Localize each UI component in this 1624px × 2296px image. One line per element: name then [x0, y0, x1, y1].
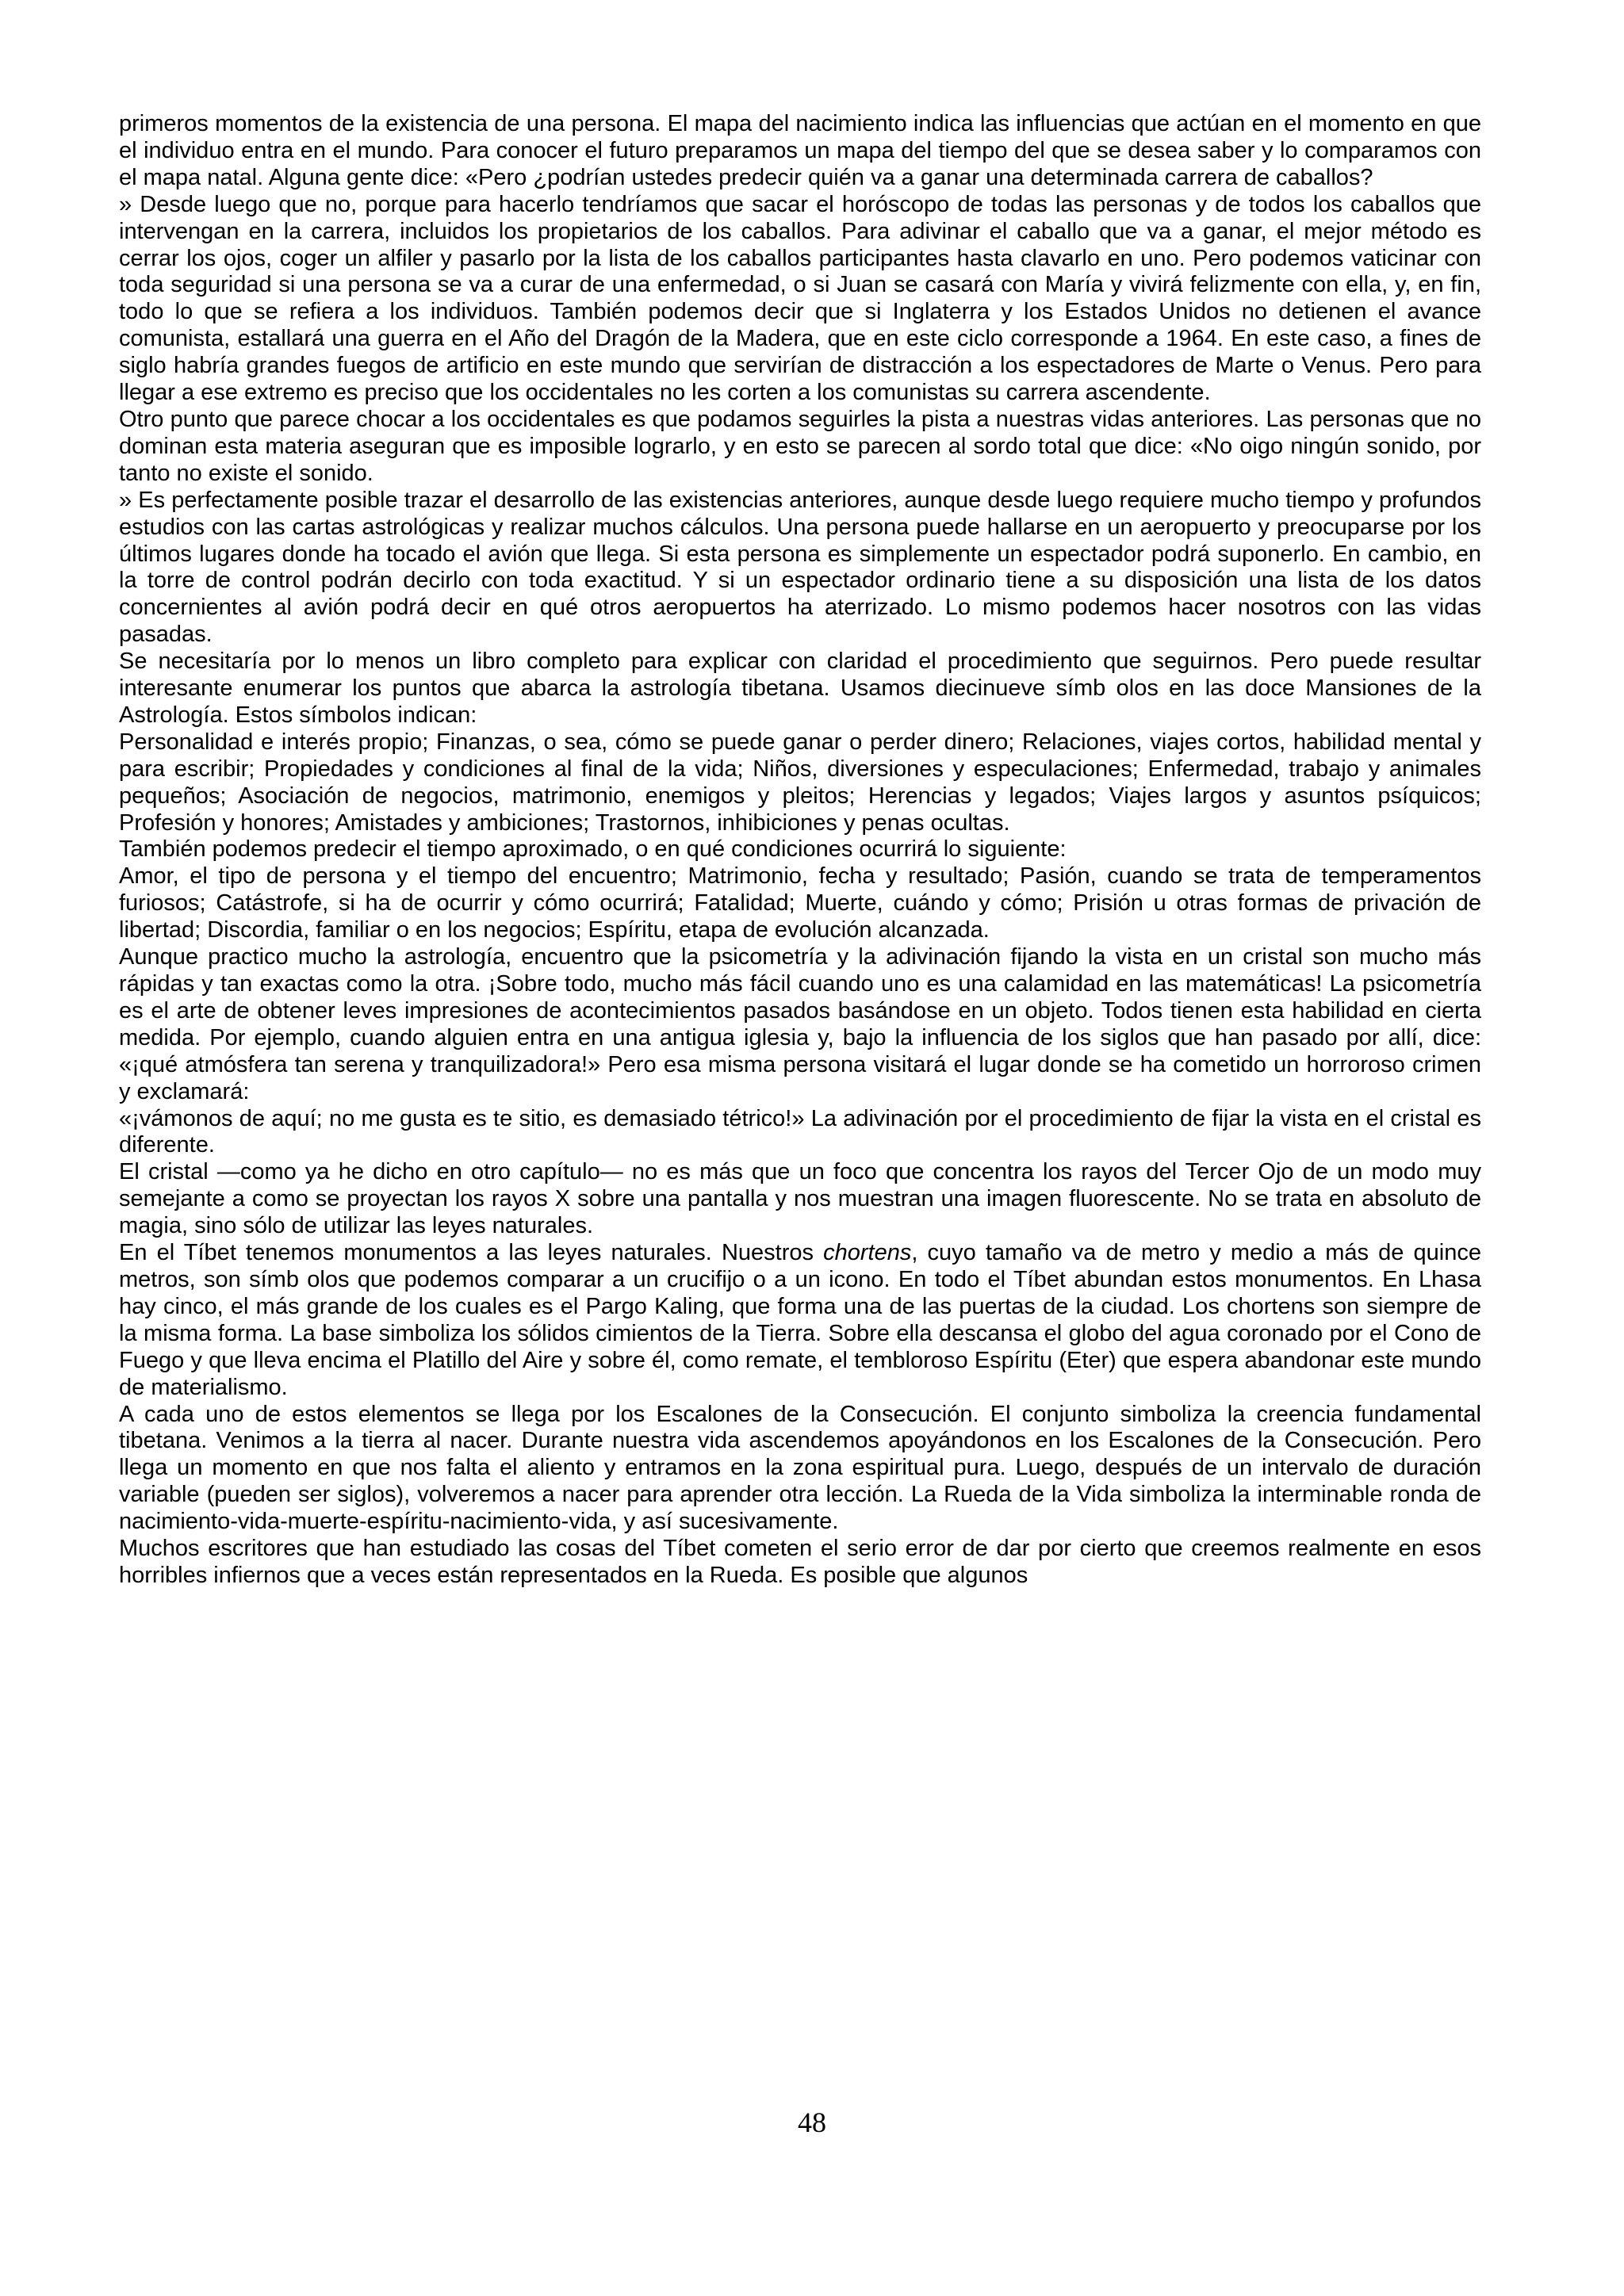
paragraph: Muchos escritores que han estudiado las cosas del Tíbet cometen el serio error de dar por cierto que creemos realmente en esos horribles infiernos que a veces están representados en la Rueda. Es posible que algunos: [119, 1536, 1481, 1588]
paragraph: » Es perfectamente posible trazar el desarrollo de las existencias anteriores, aunque desde luego requiere mucho tiempo y profundos estudios con las cartas astrológicas y realizar muchos cálculos. Una persona puede hallarse en un aeropuerto y preocuparse por los últimos lugares donde ha tocado el avión que llega. Si esta persona es simplemente un espectador podrá suponerlo. En cambio, en la torre de control podrán decirlo con toda exactitud. Y si un espectador ordinario tiene a su disposición una lista de los datos concernientes al avión podrá decir en qué otros aeropuertos ha aterrizado. Lo mismo podemos hacer nosotros con las vidas pasadas.: [119, 487, 1481, 648]
text-run: , cuyo tamaño va de metro y medio a más de quince metros, son símb olos que podemos comparar a un crucifijo o a un icono. En todo el Tíbet abundan estos monumentos. En Lhasa hay cinco, el más grande de los cuales es el Pargo Kaling, que forma una de las puertas de la ciudad. Los chortens son siempre de la misma forma. La base simboliza los sólidos cimientos de la Tierra. Sobre ella descansa el globo del agua coronado por el Cono de Fuego y que lleva encima el Platillo del Aire y sobre él, como remate, el tembloroso Espíritu (Eter) que espera abandonar este mundo de materialismo.: [119, 1240, 1481, 1400]
italic-term: chortens: [823, 1240, 912, 1266]
paragraph: Amor, el tipo de persona y el tiempo del encuentro; Matrimonio, fecha y resultado; Pasión, cuando se trata de temperamentos furiosos; Catástrofe, si ha de ocurrir y cómo ocurrirá; Fatalidad; Muerte, cuándo y cómo; Prisión u otras formas de privación de libertad; Discordia, familiar o en los negocios; Espíritu, etapa de evolución alcanzada.: [119, 863, 1481, 943]
paragraph: Personalidad e interés propio; Finanzas, o sea, cómo se puede ganar o perder dinero; Relaciones, viajes cortos, habilidad mental y para escribir; Propiedades y condiciones al final de la vida; Niños, diversiones y especulaciones; Enfermedad, trabajo y animales pequeños; Asociación de negocios, matrimonio, enemigos y pleitos; Herencias y legados; Viajes largos y asuntos psíquicos; Profesión y honores; Amistades y ambiciones; Trastornos, inhibiciones y penas ocultas.: [119, 729, 1481, 836]
paragraph: Otro punto que parece chocar a los occidentales es que podamos seguirles la pista a nuestras vidas anteriores. Las personas que no dominan esta materia aseguran que es imposible lograrlo, y en esto se parecen al sordo total que dice: «No oigo ningún sonido, por tanto no existe el sonido.: [119, 406, 1481, 486]
paragraph: A cada uno de estos elementos se llega por los Escalones de la Consecución. El conjunto simboliza la creencia fundamental tibetana. Venimos a la tierra al nacer. Durante nuestra vida ascendemos apoyándonos en los Escalones de la Consecución. Pero llega un momento en que nos falta el aliento y entramos en la zona espiritual pura. Luego, después de un intervalo de duración variable (pueden ser siglos), volveremos a nacer para aprender otra lección. La Rueda de la Vida simboliza la interminable ronda de nacimiento-vida-muerte-espíritu-nacimiento-vida, y así sucesivamente.: [119, 1401, 1481, 1535]
paragraph: Se necesitaría por lo menos un libro completo para explicar con claridad el procedimiento que seguirnos. Pero puede resultar interesante enumerar los puntos que abarca la astrología tibetana. Usamos diecinueve símb olos en las doce Mansiones de la Astrología. Estos símbolos indican:: [119, 649, 1481, 728]
paragraph: También podemos predecir el tiempo aproximado, o en qué condiciones ocurrirá lo siguiente:: [119, 836, 1067, 863]
text-run: En el Tíbet tenemos monumentos a las leyes naturales. Nuestros: [119, 1240, 824, 1266]
paragraph-chortens: [119, 1240, 1481, 1401]
document-body: [119, 111, 1481, 2172]
paragraph: «¡vámonos de aquí; no me gusta es te sitio, es demasiado tétrico!» La adivinación por el procedimiento de fijar la vista en el cristal es diferente.: [119, 1105, 1481, 1158]
paragraph: El cristal —como ya he dicho en otro capítulo— no es más que un foco que concentra los rayos del Tercer Ojo de un modo muy semejante a como se proyectan los rayos X sobre una pantalla y nos muestran una imagen fluorescente. No se trata en absoluto de magia, sino sólo de utilizar las leyes naturales.: [119, 1159, 1481, 1239]
paragraph: primeros momentos de la existencia de una persona. El mapa del nacimiento indica las influencias que actúan en el momento en que el individuo entra en el mundo. Para conocer el futuro preparamos un mapa del tiempo del que se desea saber y lo comparamos con el mapa natal. Alguna gente dice: «Pero ¿podrían ustedes predecir quién va a ganar una determinada carrera de caballos?: [119, 111, 1481, 190]
paragraph: Aunque practico mucho la astrología, encuentro que la psicometría y la adivinación fijando la vista en un cristal son mucho más rápidas y tan exactas como la otra. ¡Sobre todo, mucho más fácil cuando uno es una calamidad en las matemáticas! La psicometría es el arte de obtener leves impresiones de acontecimientos pasados basándose en un objeto. Todos tienen esta habilidad en cierta medida. Por ejemplo, cuando alguien entra en una antigua iglesia y, bajo la influencia de los siglos que han pasado por allí, dice: «¡qué atmósfera tan serena y tranquilizadora!» Pero esa misma persona visitará el lugar donde se ha cometido un horroroso crimen y exclamará:: [119, 944, 1481, 1104]
page-number: 48: [798, 2107, 826, 2138]
paragraph: » Desde luego que no, porque para hacerlo tendríamos que sacar el horóscopo de todas las personas y de todos los caballos que intervengan en la carrera, incluidos los propietarios de los caballos. Para adivinar el caballo que va a ganar, el mejor método es cerrar los ojos, coger un alfiler y pasarlo por la lista de los caballos participantes hasta clavarlo en uno. Pero podemos vaticinar con toda seguridad si una persona se va a curar de una enfermedad, o si Juan se casará con María y vivirá felizmente con ella, y, en fin, todo lo que se refiera a los individuos. También podemos decir que si Inglaterra y los Estados Unidos no detienen el avance comunista, estallará una guerra en el Año del Dragón de la Madera, que en este ciclo corresponde a 1964. En este caso, a fines de siglo habría grandes fuegos de artificio en este mundo que servirían de distracción a los espectadores de Marte o Venus. Pero para llegar a ese extremo es preciso que los occidentales no les corten a los comunistas su carrera ascendente.: [119, 191, 1481, 406]
